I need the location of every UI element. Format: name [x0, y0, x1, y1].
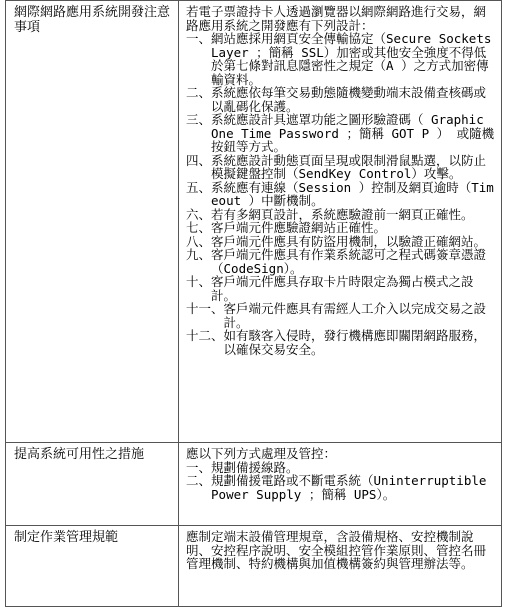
item-number: 二、 — [186, 85, 212, 100]
list-item — [186, 302, 495, 329]
list-item — [186, 113, 495, 154]
item-text: 網站應採用網頁安全傳輸協定（Secure Sockets Layer ；簡稱 SSL）加密或其他安全強度不得低於第七條對訊息隱密性之規定（A ）之方式加密傳輸資料。 — [211, 31, 492, 87]
row-intro: 應以下列方式處理及管控： — [186, 446, 337, 461]
item-text: 系統應有連線（Session ）控制及網頁逾時（Timeout ）中斷機制。 — [211, 179, 494, 208]
item-text: 規劃備援線路。 — [211, 459, 299, 475]
row-content — [179, 1, 502, 443]
list-item — [186, 275, 495, 302]
row-content — [179, 443, 502, 526]
item-text: 客戶端元件應具有需經人工介入以完成交易之設計。 — [223, 301, 487, 330]
item-number: 三、 — [186, 112, 212, 127]
row-label — [6, 1, 179, 443]
row-label-text: 制定作業管理規範 — [14, 530, 119, 545]
item-number: 八、 — [186, 233, 212, 249]
row-content — [179, 526, 502, 607]
list-item — [186, 154, 495, 181]
list-item — [186, 235, 495, 249]
document-table — [5, 0, 502, 607]
list-item — [186, 329, 495, 356]
list-item — [186, 248, 495, 275]
row-label — [6, 443, 179, 526]
list-item — [186, 474, 495, 501]
list-item — [186, 221, 495, 235]
item-text: 若有多網頁設計，系統應驗證前一網頁正確性。 — [211, 206, 474, 222]
item-number: 十、 — [186, 274, 212, 289]
item-number: 十二、 — [186, 328, 224, 343]
list-item — [186, 181, 495, 208]
list-item — [186, 86, 495, 113]
item-number: 七、 — [186, 220, 212, 235]
item-text: 系統應設計具遮罩功能之圖形驗證碼（ Graphic One Time Password ；簡稱 GOT P ） 或隨機按鈕等方式。 — [211, 112, 495, 154]
item-number: 一、 — [186, 459, 212, 475]
row-label — [6, 526, 179, 607]
item-number: 十一、 — [186, 301, 224, 316]
list-item — [186, 461, 495, 475]
item-text: 規劃備援電路或不斷電系統（Uninterruptible Power Supply ；簡稱 UPS）。 — [211, 473, 487, 502]
item-text: 系統應依每筆交易動態隨機變動端末設備查核碼或以亂碼化保護。 — [211, 85, 487, 114]
item-text: 客戶端元件應驗證網站正確性。 — [211, 220, 387, 235]
item-number: 九、 — [186, 247, 212, 262]
list-item — [186, 208, 495, 222]
row-intro: 若電子票證持卡人透過瀏覽器以網際網路進行交易，網路應用系統之開發應有下列設計： — [186, 4, 487, 33]
item-number: 二、 — [186, 473, 212, 488]
item-number: 一、 — [186, 31, 212, 46]
item-text: 如有駭客入侵時，發行機構應即關閉網路服務，以確保交易安全。 — [223, 328, 487, 357]
item-text: 客戶端元件應具有防盜用機制，以驗證正確網站。 — [211, 233, 487, 249]
item-number: 五、 — [186, 179, 212, 195]
row-label-text: 網際網路應用系統開發注意事項 — [14, 5, 171, 35]
item-text: 系統應設計動態頁面呈現或限制滑鼠點選，以防止模擬鍵盤控制（SendKey Control）攻擊。 — [211, 152, 487, 181]
item-text: 客戶端元件應具有作業系統認可之程式碼簽章憑證（CodeSign）。 — [211, 247, 487, 276]
table-row — [6, 1, 502, 443]
table-row — [6, 526, 502, 607]
list-item — [186, 32, 495, 86]
row-intro: 應制定端末設備管理規章，含設備規格、安控機制說明、安控程序說明、安全模組控管作業原則、管控名冊管理機制、特約機構與加值機構簽約與管理辦法等。 — [186, 529, 487, 571]
table-row — [6, 443, 502, 526]
item-number: 六、 — [186, 206, 212, 222]
item-text: 客戶端元件應具存取卡片時限定為獨占模式之設計。 — [211, 274, 474, 303]
item-number: 四、 — [186, 152, 212, 168]
row-label-text: 提高系統可用性之措施 — [14, 447, 145, 462]
